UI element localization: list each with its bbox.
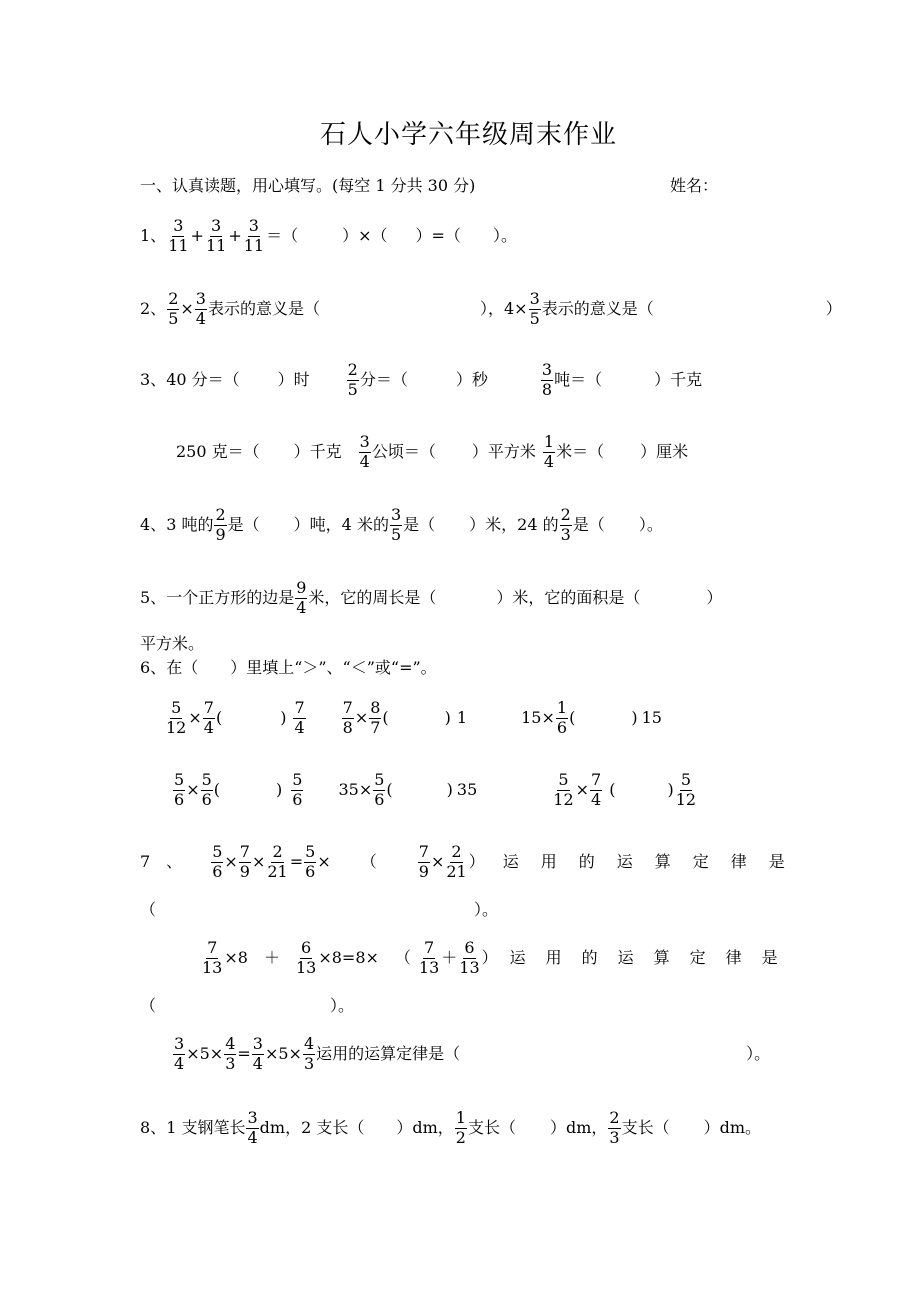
fraction: $\frac{1}{2}$: [455, 1108, 466, 1147]
question-6-row-1: $\frac{5}{12}$ × $\frac{7}{4}$ ( ) $\frac{7}{4}$ $\frac{7}{8}$ × $\frac{8}{7}$ ( ) 1 15× $\frac{1}{6}$ ( ) 15: [166, 698, 662, 737]
question-3-row-1: 3、40 分＝（ ）时 $\frac{2}{5}$ 分＝（ ）秒 $\frac{3}{8}$ 吨＝（ ）千克: [140, 360, 703, 399]
fraction: $\frac{3}{11}$: [243, 216, 265, 255]
fraction: $\frac{3}{4}$: [195, 289, 206, 328]
question-5-unit: 平方米。: [140, 634, 205, 653]
question-8: 8、1 支钢笔长 $\frac{3}{4}$ dm，2 支长（ ）dm， $\frac{1}{2}$ 支长（ ）dm， $\frac{2}{3}$ 支长（ ）dm。: [140, 1108, 762, 1147]
question-7-a: 7 、 $\frac{5}{6}$ × $\frac{7}{9}$ × $\frac{2}{21}$ = $\frac{5}{6}$ × （ $\frac{7}{9}$ × $\frac{2}{21}$ ） 运用的运算定律是: [140, 842, 807, 881]
fraction: $\frac{2}{5}$: [168, 289, 179, 328]
fraction: $\frac{2}{3}$: [609, 1108, 620, 1147]
page-title: 石人小学六年级周末作业: [320, 120, 618, 150]
fraction: $\frac{7}{4}$: [591, 770, 602, 809]
fraction: $\frac{7}{13}$: [202, 938, 223, 977]
fraction: $\frac{5}{6}$: [374, 770, 385, 809]
question-1: 1、 $\frac{3}{11}$ + $\frac{3}{11}$ + $\frac{3}{11}$ ＝（ ）×（ ）=（ ）。: [140, 216, 517, 255]
fraction: $\frac{1}{4}$: [543, 432, 555, 471]
question-3-row-2: 250 克＝（ ）千克 $\frac{3}{4}$ 公顷＝（ ）平方米 $\frac{1}{4}$ 米＝（ ）厘米: [176, 432, 689, 471]
fraction: $\frac{3}{5}$: [529, 289, 540, 328]
fraction: $\frac{2}{9}$: [215, 505, 226, 544]
fraction: $\frac{5}{6}$: [212, 842, 223, 881]
fraction: $\frac{6}{13}$: [459, 938, 480, 977]
fraction: $\frac{5}{12}$: [553, 770, 574, 809]
fraction: $\frac{3}{4}$: [174, 1034, 185, 1073]
fraction: $\frac{2}{5}$: [347, 360, 358, 399]
question-7-b-blank: （ ）。: [140, 996, 355, 1015]
fraction: $\frac{5}{6}$: [305, 842, 316, 881]
fraction: $\frac{5}{6}$: [201, 770, 212, 809]
question-7-b: $\frac{7}{13}$ ×8 ＋ $\frac{6}{13}$ ×8=8× （ $\frac{7}{13}$ ＋ $\frac{6}{13}$ ） 运用的运算定律是: [202, 938, 798, 977]
question-7-c: $\frac{3}{4}$ ×5× $\frac{4}{3}$ = $\frac{3}{4}$ ×5× $\frac{4}{3}$ 运用的运算定律是（ ）。: [174, 1034, 771, 1073]
fraction: $\frac{3}{4}$: [359, 432, 370, 471]
fraction: $\frac{2}{21}$: [267, 842, 288, 881]
fraction: $\frac{3}{5}$: [390, 505, 402, 544]
fraction: $\frac{5}{12}$: [675, 770, 697, 809]
fraction: $\frac{4}{3}$: [303, 1034, 315, 1073]
fraction: $\frac{5}{6}$: [292, 770, 303, 809]
fraction: $\frac{7}{4}$: [203, 698, 214, 737]
question-2: 2、 $\frac{2}{5}$ × $\frac{3}{4}$ 表示的意义是（ ），4× $\frac{3}{5}$ 表示的意义是（ ）: [140, 289, 842, 328]
fraction: $\frac{5}{12}$: [166, 698, 187, 737]
fraction: $\frac{4}{3}$: [225, 1034, 236, 1073]
question-4: 4、3 吨的 $\frac{2}{9}$ 是（ ）吨，4 米的 $\frac{3}{5}$ 是（ ）米，24 的 $\frac{2}{3}$ 是（ ）。: [140, 505, 663, 544]
fraction: $\frac{7}{9}$: [418, 842, 429, 881]
fraction: $\frac{7}{4}$: [294, 698, 305, 737]
question-5: 5、一个正方形的边是 $\frac{9}{4}$ 米，它的周长是（ ）米，它的面积是（ ）: [140, 578, 723, 617]
question-6: 6、在（ ）里填上“＞”、“＜”或“=”。: [140, 658, 437, 677]
question-7-a-blank: （ ）。: [140, 900, 499, 919]
fraction: $\frac{7}{13}$: [418, 938, 440, 977]
fraction: $\frac{9}{4}$: [296, 578, 307, 617]
fraction: $\frac{3}{11}$: [205, 216, 227, 255]
fraction: $\frac{3}{4}$: [252, 1034, 263, 1073]
fraction: $\frac{7}{9}$: [239, 842, 250, 881]
section-header: 一、认真读题，用心填写。(每空 1 分共 30 分): [140, 176, 476, 195]
fraction: $\frac{2}{3}$: [560, 505, 571, 544]
question-6-row-2: $\frac{5}{6}$ × $\frac{5}{6}$ ( ) $\frac{5}{6}$ 35× $\frac{5}{6}$ ( ) 35 $\frac{5}{12}$ × $\frac{7}{4}$ ( ) $\frac{5}{12}$: [174, 770, 697, 809]
question-number: 1、: [140, 225, 167, 245]
name-label: 姓名：: [670, 176, 719, 195]
fraction: $\frac{6}{13}$: [295, 938, 317, 977]
fraction: $\frac{3}{4}$: [247, 1108, 258, 1147]
fraction: $\frac{2}{21}$: [446, 842, 467, 881]
fraction: $\frac{7}{8}$: [342, 698, 353, 737]
fraction: $\frac{3}{11}$: [168, 216, 189, 255]
fraction: $\frac{3}{8}$: [541, 360, 553, 399]
fraction: $\frac{5}{6}$: [174, 770, 185, 809]
fraction: $\frac{8}{7}$: [370, 698, 381, 737]
fraction: $\frac{1}{6}$: [556, 698, 568, 737]
